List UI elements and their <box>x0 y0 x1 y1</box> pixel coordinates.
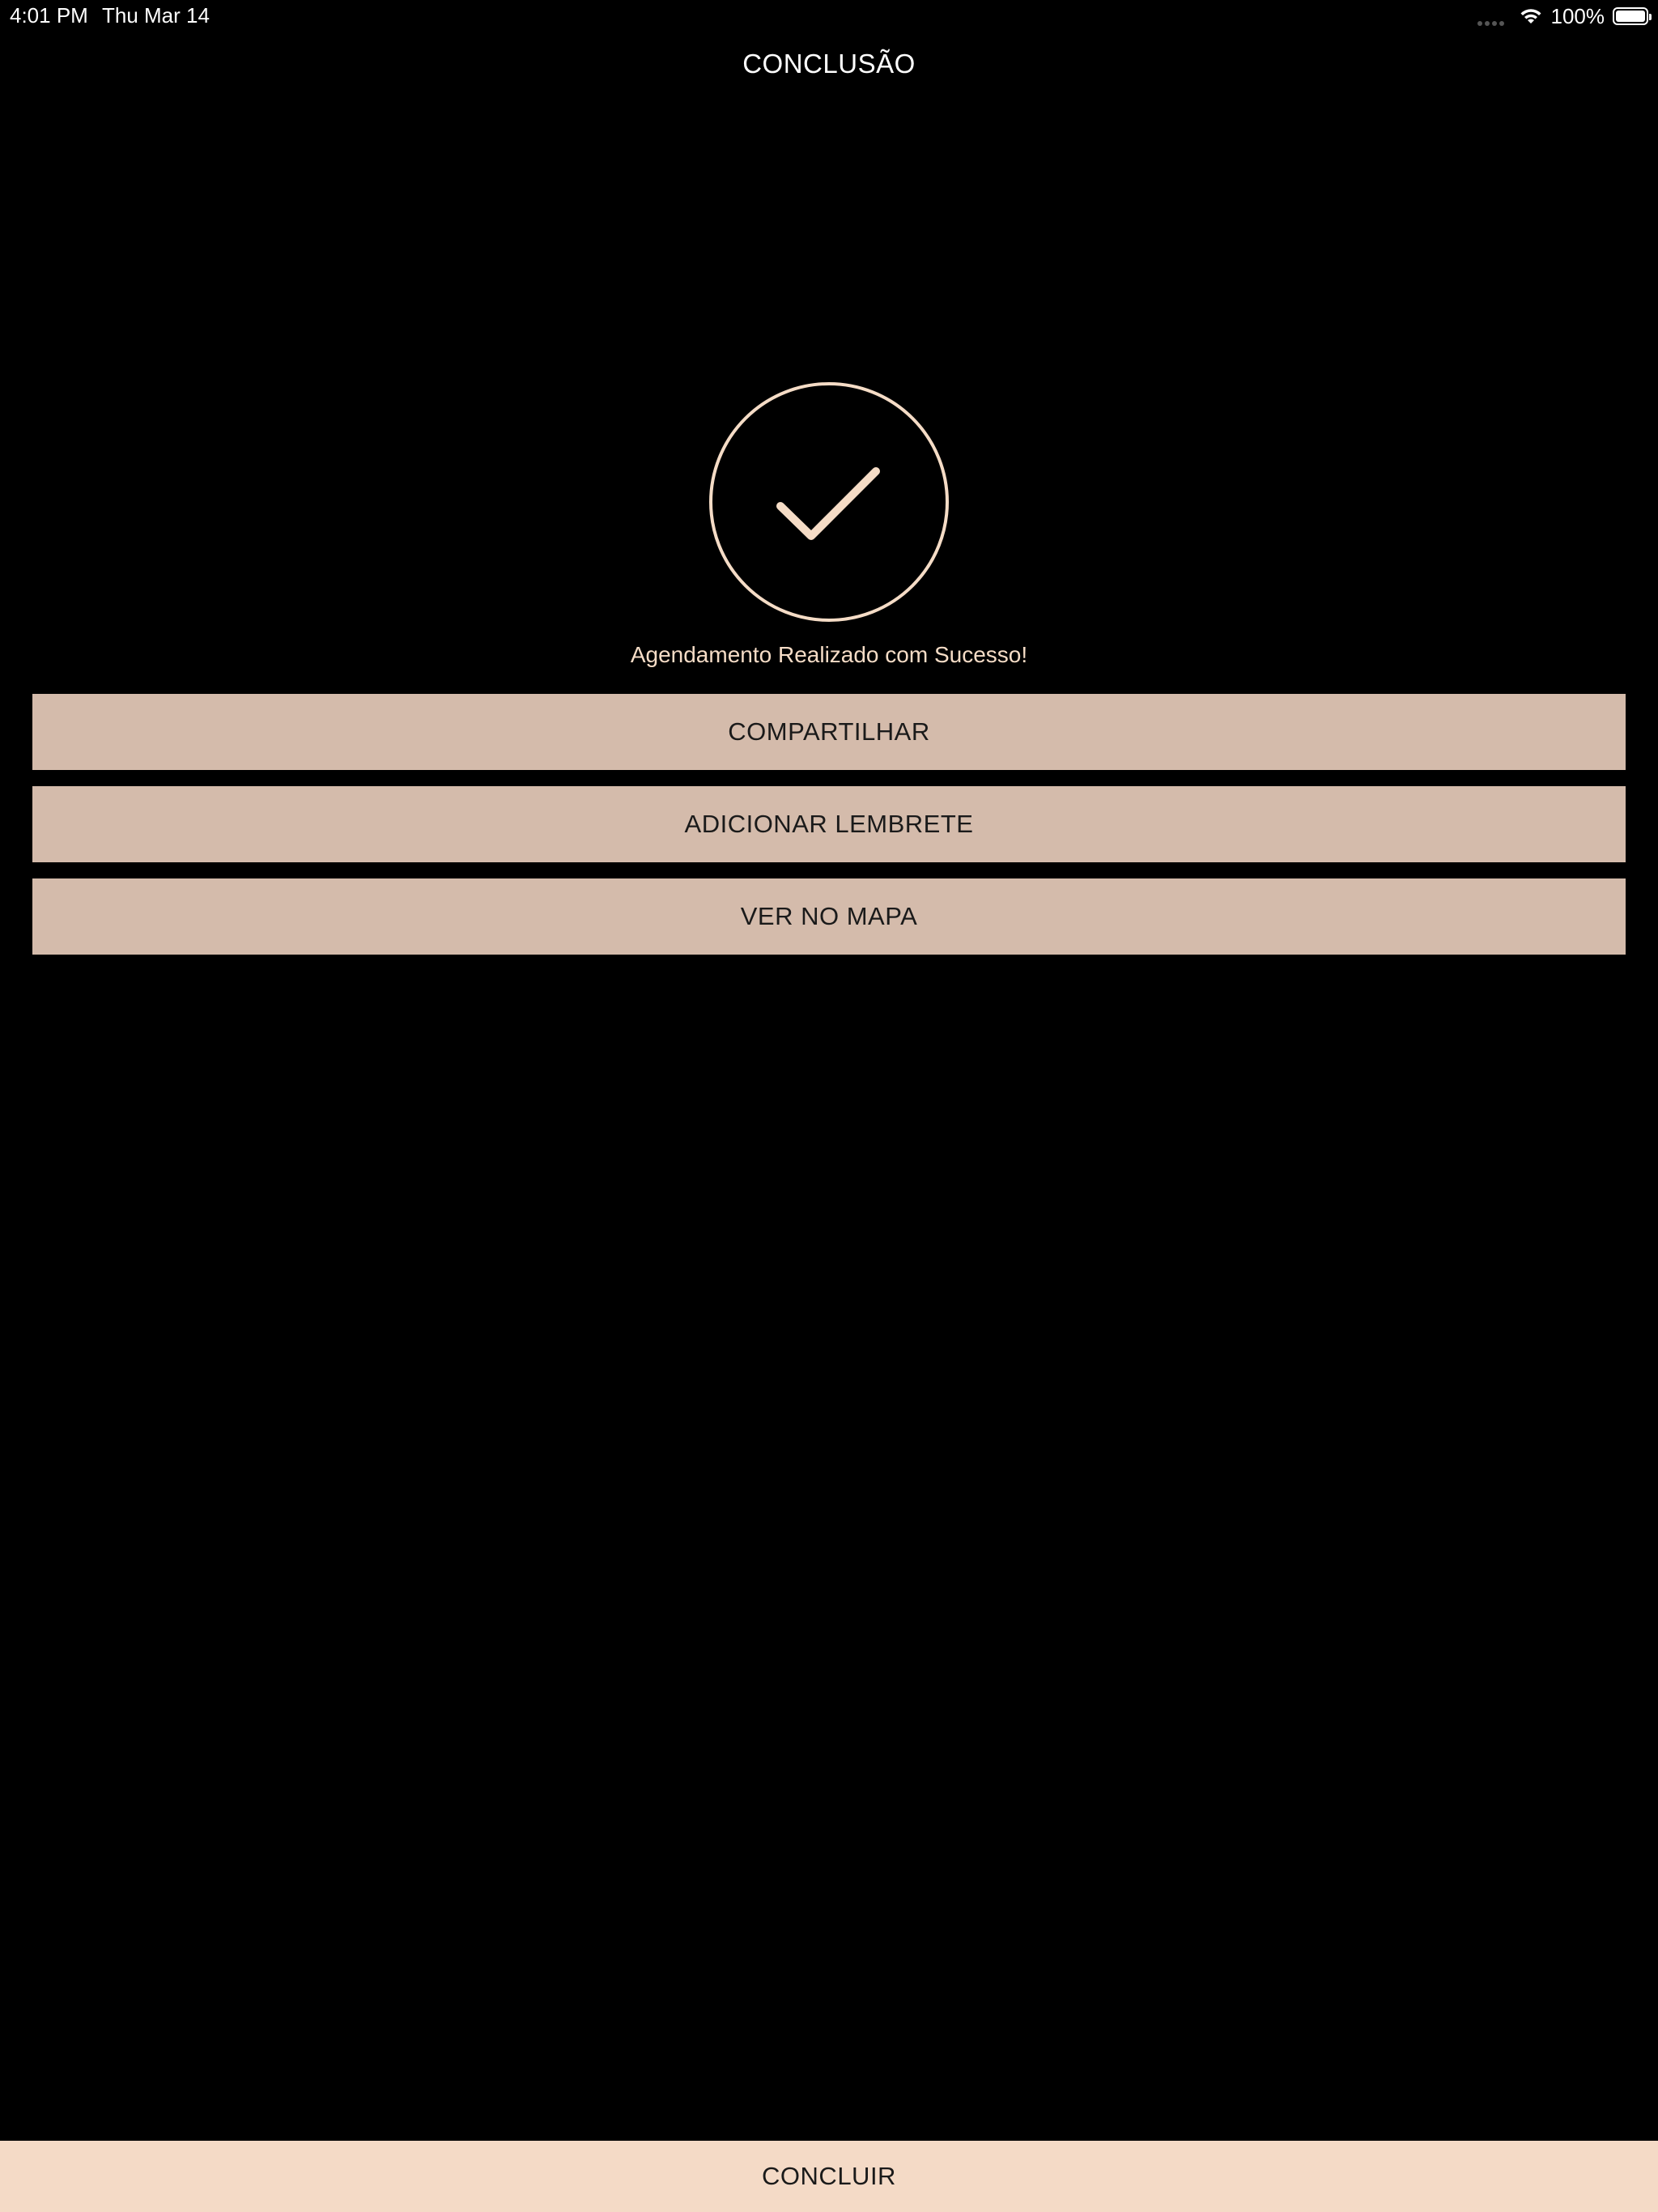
status-time: 4:01 PM <box>10 3 88 28</box>
cellular-signal-icon <box>1477 6 1504 26</box>
share-button[interactable] <box>32 694 1626 770</box>
wifi-icon <box>1519 6 1543 26</box>
battery-level-fill <box>1616 11 1645 22</box>
finish-button[interactable] <box>0 2141 1658 2212</box>
status-date: Thu Mar 14 <box>102 3 210 28</box>
view-on-map-button[interactable] <box>32 878 1626 955</box>
battery-percentage: 100% <box>1550 3 1605 28</box>
add-reminder-button-label: ADICIONAR LEMBRETE <box>684 810 974 838</box>
status-bar <box>0 0 1658 32</box>
add-reminder-button[interactable] <box>32 786 1626 862</box>
view-on-map-button-label: VER NO MAPA <box>740 902 918 930</box>
share-button-label: COMPARTILHAR <box>728 717 930 746</box>
page-title: CONCLUSÃO <box>742 49 916 79</box>
status-indicators <box>1477 3 1649 29</box>
finish-button-label: CONCLUIR <box>762 2162 896 2190</box>
success-message: Agendamento Realizado com Sucesso! <box>630 642 1028 667</box>
checkmark-circle-icon <box>708 381 950 623</box>
battery-icon <box>1613 7 1648 25</box>
